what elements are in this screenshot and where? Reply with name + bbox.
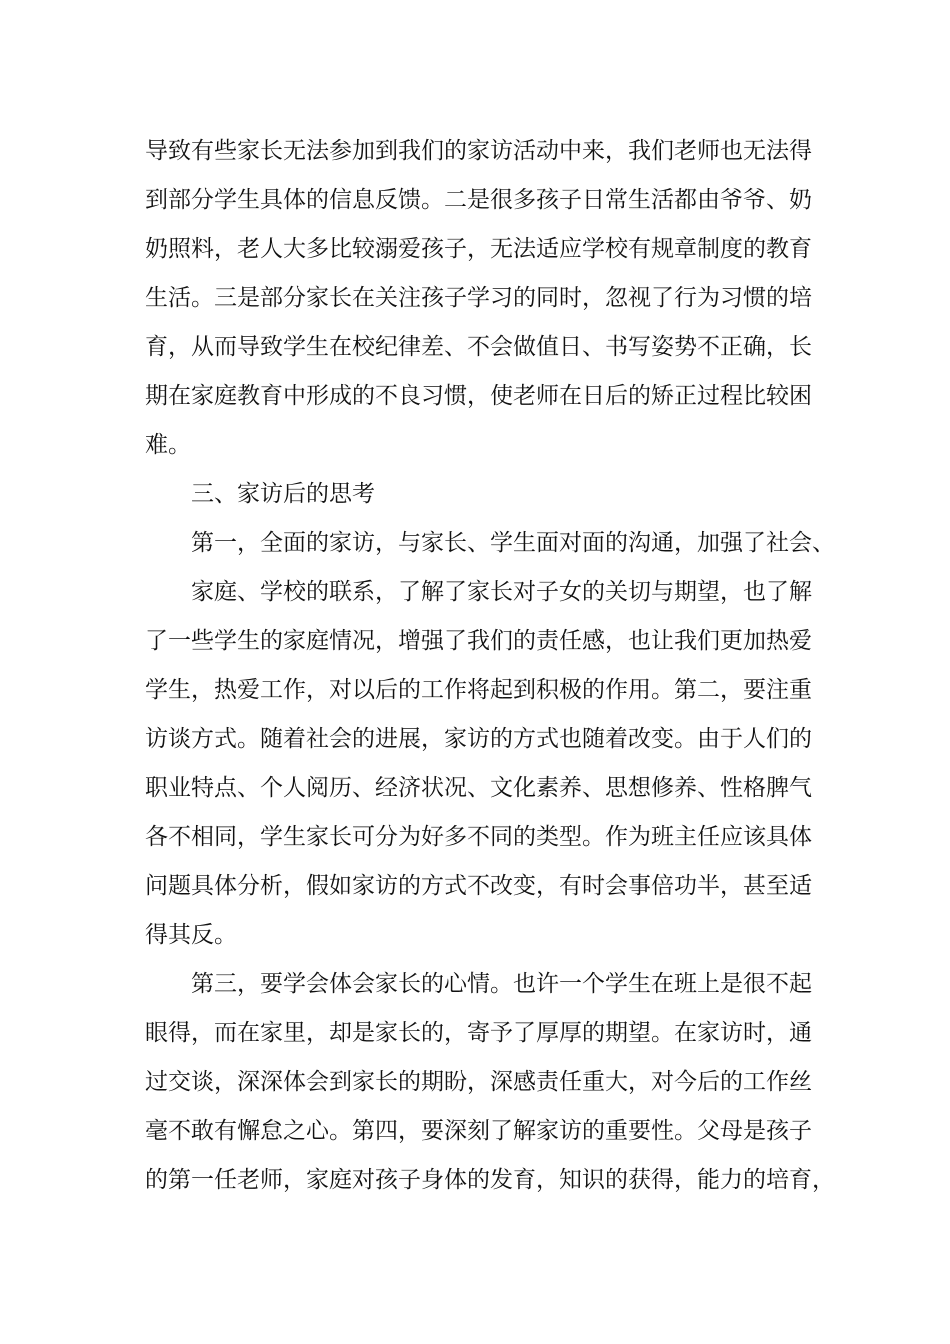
text-line: 育，从而导致学生在校纪律差、不会做值日、书写姿势不正确，长 — [145, 334, 812, 360]
text-line: 学生，热爱工作，对以后的工作将起到积极的作用。第二，要注重 — [145, 677, 812, 703]
text-line: 第一，全面的家访，与家长、学生面对面的沟通，加强了社会、 — [191, 530, 835, 556]
text-line: 导致有些家长无法参加到我们的家访活动中来，我们老师也无法得 — [145, 138, 812, 164]
text-line: 第三，要学会体会家长的心情。也许一个学生在班上是很不起 — [191, 971, 812, 997]
text-line: 奶照料，老人大多比较溺爱孩子，无法适应学校有规章制度的教育 — [145, 236, 812, 262]
text-line: 生活。三是部分家长在关注孩子学习的同时，忽视了行为习惯的培 — [145, 285, 812, 311]
text-line: 到部分学生具体的信息反馈。二是很多孩子日常生活都由爷爷、奶 — [145, 187, 812, 213]
text-line: 的第一任老师，家庭对孩子身体的发育，知识的获得，能力的培育， — [145, 1167, 835, 1193]
text-line: 职业特点、个人阅历、经济状况、文化素养、思想修养、性格脾气 — [145, 775, 812, 801]
text-line: 过交谈，深深体会到家长的期盼，深感责任重大，对今后的工作丝 — [145, 1069, 812, 1095]
text-line: 访谈方式。随着社会的进展，家访的方式也随着改变。由于人们的 — [145, 726, 812, 752]
text-line: 得其反。 — [145, 922, 237, 948]
text-line: 难。 — [145, 432, 191, 458]
text-line: 了一些学生的家庭情况，增强了我们的责任感，也让我们更加热爱 — [145, 628, 812, 654]
text-line: 家庭、学校的联系，了解了家长对子女的关切与期望，也了解 — [191, 579, 812, 605]
text-line: 各不相同，学生家长可分为好多不同的类型。作为班主任应该具体 — [145, 824, 812, 850]
text-line: 毫不敢有懈怠之心。第四，要深刻了解家访的重要性。父母是孩子 — [145, 1118, 812, 1144]
text-line: 问题具体分析，假如家访的方式不改变，有时会事倍功半，甚至适 — [145, 873, 812, 899]
document-body — [145, 127, 845, 1205]
text-line: 期在家庭教育中形成的不良习惯，使老师在日后的矫正过程比较困 — [145, 383, 812, 409]
text-line: 眼得，而在家里，却是家长的，寄予了厚厚的期望。在家访时，通 — [145, 1020, 812, 1046]
section-heading: 三、家访后的思考 — [191, 481, 375, 507]
